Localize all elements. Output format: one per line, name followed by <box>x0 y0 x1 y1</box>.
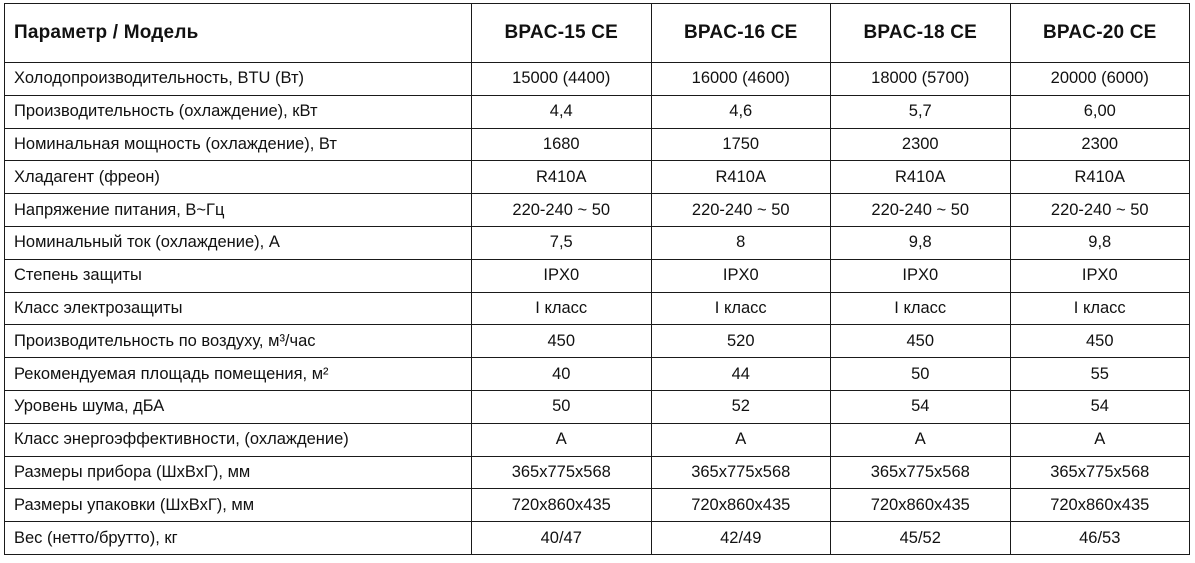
value-cell: 450 <box>831 325 1011 358</box>
value-cell: 220-240 ~ 50 <box>651 194 831 227</box>
param-cell: Размеры прибора (ШхВхГ), мм <box>5 456 472 489</box>
param-column-header: Параметр / Модель <box>5 4 472 63</box>
value-cell: 20000 (6000) <box>1010 63 1190 96</box>
value-cell: A <box>831 423 1011 456</box>
spec-table <box>4 3 1190 555</box>
table-header <box>5 4 1190 63</box>
value-cell: 55 <box>1010 358 1190 391</box>
value-cell: 4,4 <box>472 95 652 128</box>
param-cell: Вес (нетто/брутто), кг <box>5 522 472 555</box>
value-cell: 7,5 <box>472 226 652 259</box>
value-cell: 220-240 ~ 50 <box>831 194 1011 227</box>
table-row <box>5 128 1190 161</box>
value-cell: 720x860x435 <box>472 489 652 522</box>
value-cell: 365x775x568 <box>472 456 652 489</box>
value-cell: 44 <box>651 358 831 391</box>
table-row <box>5 63 1190 96</box>
value-cell: 220-240 ~ 50 <box>1010 194 1190 227</box>
table-row <box>5 259 1190 292</box>
param-cell: Рекомендуемая площадь помещения, м² <box>5 358 472 391</box>
value-cell: 365x775x568 <box>1010 456 1190 489</box>
table-body <box>5 63 1190 555</box>
param-cell: Номинальная мощность (охлаждение), Вт <box>5 128 472 161</box>
param-cell: Производительность по воздуху, м³/час <box>5 325 472 358</box>
value-cell: 1750 <box>651 128 831 161</box>
value-cell: 450 <box>472 325 652 358</box>
value-cell: 6,00 <box>1010 95 1190 128</box>
table-row <box>5 456 1190 489</box>
model-header-bpac-20: BPAC-20 CE <box>1010 4 1190 63</box>
param-cell: Размеры упаковки (ШхВхГ), мм <box>5 489 472 522</box>
value-cell: IPX0 <box>1010 259 1190 292</box>
value-cell: IPX0 <box>651 259 831 292</box>
value-cell: IPX0 <box>472 259 652 292</box>
value-cell: 42/49 <box>651 522 831 555</box>
param-cell: Напряжение питания, В~Гц <box>5 194 472 227</box>
value-cell: R410A <box>831 161 1011 194</box>
value-cell: I класс <box>472 292 652 325</box>
model-header-bpac-15: BPAC-15 CE <box>472 4 652 63</box>
value-cell: A <box>472 423 652 456</box>
value-cell: 8 <box>651 226 831 259</box>
value-cell: 46/53 <box>1010 522 1190 555</box>
value-cell: I класс <box>651 292 831 325</box>
value-cell: 50 <box>472 390 652 423</box>
table-row <box>5 226 1190 259</box>
value-cell: 40 <box>472 358 652 391</box>
table-row <box>5 95 1190 128</box>
value-cell: 520 <box>651 325 831 358</box>
param-cell: Хладагент (фреон) <box>5 161 472 194</box>
param-cell: Номинальный ток (охлаждение), А <box>5 226 472 259</box>
value-cell: A <box>651 423 831 456</box>
value-cell: 720x860x435 <box>831 489 1011 522</box>
value-cell: 40/47 <box>472 522 652 555</box>
value-cell: 365x775x568 <box>831 456 1011 489</box>
value-cell: 9,8 <box>1010 226 1190 259</box>
value-cell: 18000 (5700) <box>831 63 1011 96</box>
value-cell: R410A <box>472 161 652 194</box>
value-cell: 2300 <box>831 128 1011 161</box>
value-cell: 5,7 <box>831 95 1011 128</box>
header-row <box>5 4 1190 63</box>
value-cell: I класс <box>831 292 1011 325</box>
value-cell: A <box>1010 423 1190 456</box>
value-cell: I класс <box>1010 292 1190 325</box>
table-row <box>5 292 1190 325</box>
value-cell: 15000 (4400) <box>472 63 652 96</box>
param-cell: Степень защиты <box>5 259 472 292</box>
model-header-bpac-18: BPAC-18 CE <box>831 4 1011 63</box>
value-cell: 450 <box>1010 325 1190 358</box>
value-cell: 4,6 <box>651 95 831 128</box>
param-cell: Холодопроизводительность, BTU (Вт) <box>5 63 472 96</box>
value-cell: 45/52 <box>831 522 1011 555</box>
value-cell: 9,8 <box>831 226 1011 259</box>
table-row <box>5 194 1190 227</box>
value-cell: R410A <box>651 161 831 194</box>
value-cell: 50 <box>831 358 1011 391</box>
value-cell: 54 <box>831 390 1011 423</box>
value-cell: IPX0 <box>831 259 1011 292</box>
value-cell: 720x860x435 <box>651 489 831 522</box>
table-row <box>5 325 1190 358</box>
value-cell: 16000 (4600) <box>651 63 831 96</box>
value-cell: 1680 <box>472 128 652 161</box>
value-cell: 365x775x568 <box>651 456 831 489</box>
model-header-bpac-16: BPAC-16 CE <box>651 4 831 63</box>
value-cell: 54 <box>1010 390 1190 423</box>
param-cell: Класс энергоэффективности, (охлаждение) <box>5 423 472 456</box>
value-cell: 720x860x435 <box>1010 489 1190 522</box>
param-cell: Уровень шума, дБА <box>5 390 472 423</box>
table-row <box>5 423 1190 456</box>
value-cell: R410A <box>1010 161 1190 194</box>
value-cell: 220-240 ~ 50 <box>472 194 652 227</box>
table-row <box>5 390 1190 423</box>
value-cell: 2300 <box>1010 128 1190 161</box>
param-cell: Производительность (охлаждение), кВт <box>5 95 472 128</box>
table-row <box>5 358 1190 391</box>
value-cell: 52 <box>651 390 831 423</box>
param-cell: Класс электрозащиты <box>5 292 472 325</box>
table-row <box>5 489 1190 522</box>
table-row <box>5 161 1190 194</box>
table-row <box>5 522 1190 555</box>
